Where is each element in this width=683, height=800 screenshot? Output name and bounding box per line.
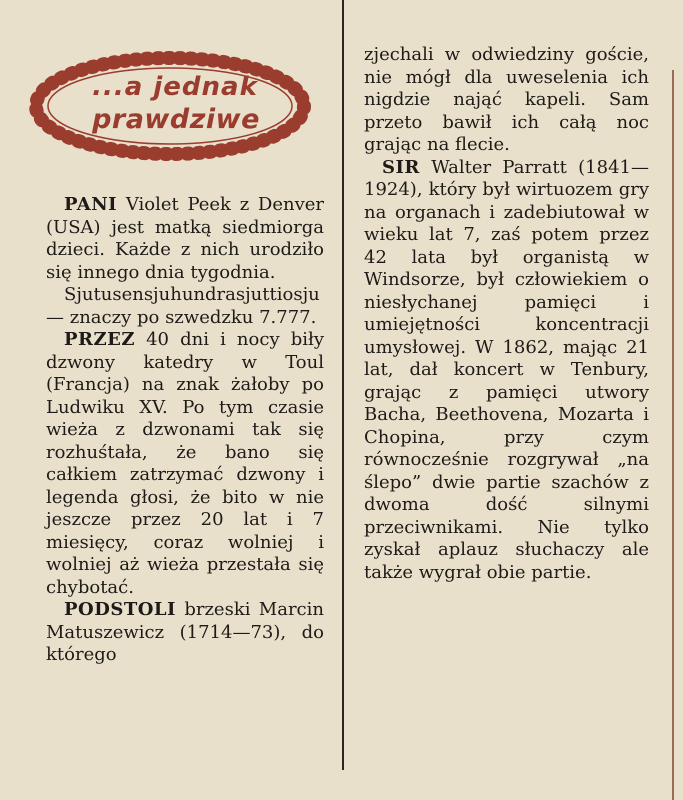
- column-logo: [24, 46, 316, 166]
- logo-line-2: prawdziwe: [92, 103, 260, 135]
- paragraph-peek: [46, 194, 324, 284]
- paragraph-toul: [46, 329, 324, 599]
- paragraph-text: 40 dni i nocy biły dzwony katedry w Toul (Francja) na znak żałoby po Ludwiku XV. Po tym czasie wieża z dzwonami tak się rozhuśtała, że bano się całkiem zatrzymać dzwony i legenda głosi, że bito w nie jeszcze przez 20 lat i 7 miesięcy, coraz wolniej i wolniej aż wieża przestała się chybotać.: [46, 329, 324, 598]
- paragraph-text: Walter Parratt (1841—1924), który był wirtuozem gry na organach i zadebiutował w wieku lat 7, zaś potem przez 42 lata był organistą w Windsorze, był człowiekiem o niesłychanej pamięci i umiejętności koncentracji umysłowej. W 1862, mając 21 lat, dał koncert w Tenbury, grając z pamięci utwory Bacha, Beethovena, Mozarta i Chopina, przy czym równocześnie rozgrywał „na ślepo” dwie partie szachów z dwoma dość silnymi przeciwnikami. Nie tylko zyskał aplauz słuchaczy ale także wygrał obie partie.: [364, 156, 649, 583]
- paragraph-text: Sjutusensjuhundrasjuttiosju — znaczy po szwedzku 7.777.: [46, 284, 320, 328]
- lead-word: PANI: [64, 194, 118, 215]
- paragraph-swedish: [46, 284, 324, 329]
- left-column: [46, 194, 324, 667]
- column-divider: [342, 0, 344, 770]
- paragraph-continuation: [364, 44, 649, 157]
- lead-word: SIR: [382, 156, 420, 178]
- paragraph-text: brzeski Marcin Matuszewicz (1714—73), do którego: [46, 599, 324, 665]
- paragraph-parratt: [364, 157, 649, 585]
- paragraph-text: Violet Peek z Denver (USA) jest matką siedmiorga dzieci. Każde z nich urodziło się innego dnia tygodnia.: [46, 194, 324, 283]
- paragraph-text: zjechali w odwiedziny goście, nie mógł dla uweselenia ich nigdzie nająć kapeli. Sam przeto bawił ich całą noc grając na flecie.: [364, 44, 649, 155]
- logo-line-1: ...a jednak: [92, 71, 258, 102]
- lead-word: PODSTOLI: [64, 599, 176, 620]
- lead-word: PRZEZ: [64, 329, 135, 350]
- paragraph-matuszewicz: [46, 599, 324, 667]
- right-edge-rule: [672, 70, 674, 800]
- logo-title: [24, 46, 316, 166]
- right-column: [364, 44, 649, 584]
